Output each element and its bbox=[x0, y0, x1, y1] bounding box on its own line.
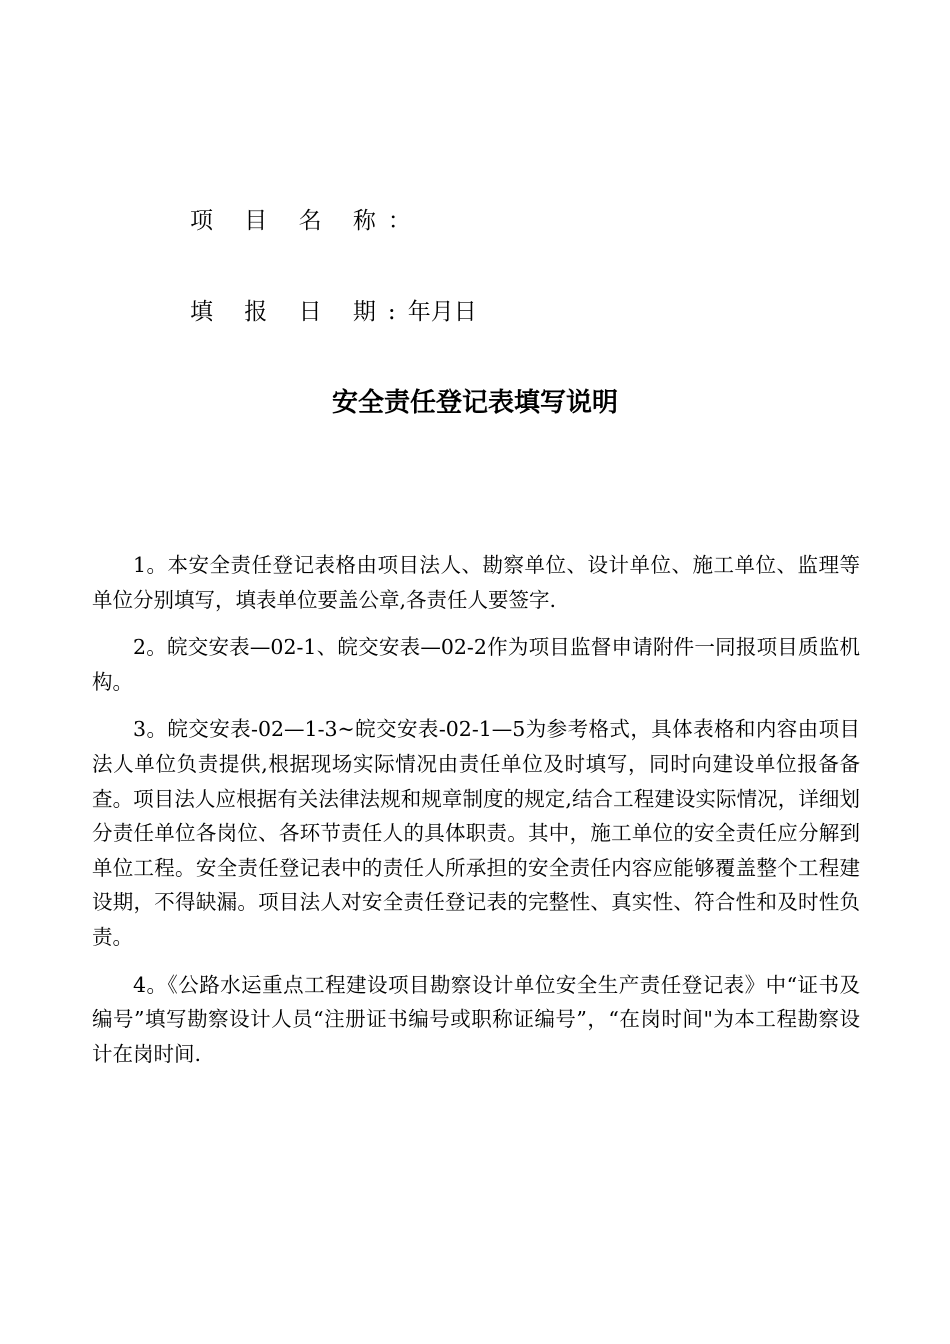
report-date-value: 年月日 bbox=[407, 299, 477, 325]
instructions-body bbox=[92, 548, 860, 1084]
report-date-label: 填 报 日 期: bbox=[190, 299, 408, 325]
instruction-paragraph-3: 3。皖交安表-02—1-3~皖交安表-02-1—5为参考格式，具体表格和内容由项目法人单位负责提供,根据现场实际情况由责任单位及时填写，同时向建设单位报备备查。项目法人应根据有关法律法规和规章制度的规定,结合工程建设实际情况，详细划分责任单位各岗位、各环节责任人的具体职责。其中，施工单位的安全责任应分解到单位工程。安全责任登记表中的责任人所承担的安全责任内容应能够覆盖整个工程建设期，不得缺漏。项目法人对安全责任登记表的完整性、真实性、符合性和及时性负责。 bbox=[92, 717, 860, 949]
instruction-paragraph-1: 1。本安全责任登记表格由项目法人、勘察单位、设计单位、施工单位、监理等单位分别填写，填表单位要盖公章,各责任人要签字. bbox=[92, 553, 860, 612]
document-title: 安全责任登记表填写说明 bbox=[331, 388, 618, 418]
report-date-field bbox=[190, 297, 477, 327]
project-name-label: 项 目 名 称： bbox=[190, 208, 423, 234]
project-name-field bbox=[190, 206, 423, 236]
instruction-paragraph-4: 4。《公路水运重点工程建设项目勘察设计单位安全生产责任登记表》中“证书及编号”填写勘察设计人员“注册证书编号或职称证编号”，“在岗时间"为本工程勘察设计在岗时间. bbox=[92, 972, 860, 1066]
instruction-paragraph-2: 2。皖交安表—02-1、皖交安表—02-2作为项目监督申请附件一同报项目质监机构。 bbox=[92, 635, 860, 694]
